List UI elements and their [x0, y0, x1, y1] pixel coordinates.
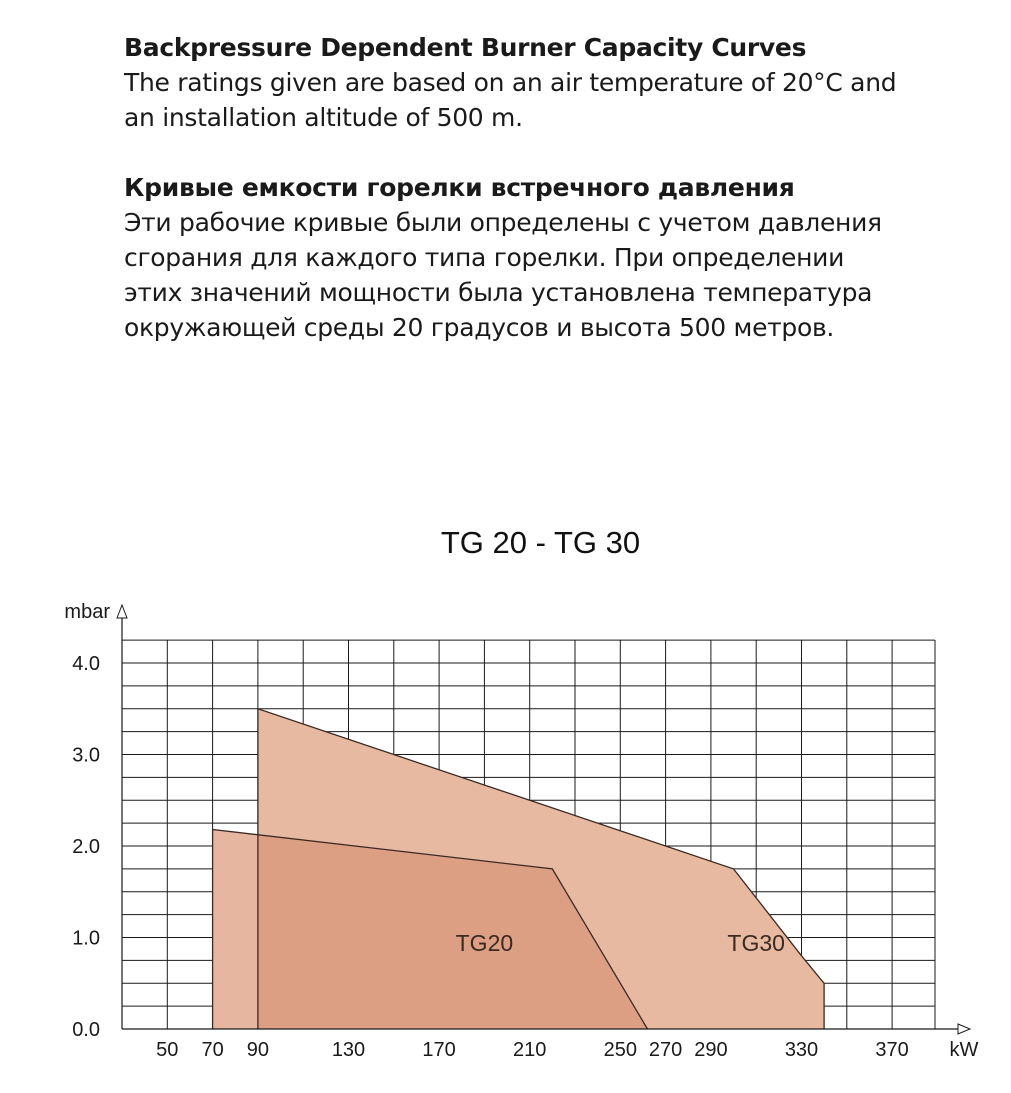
x-tick-label: 90 — [246, 1039, 270, 1061]
x-tick-label: 290 — [694, 1039, 728, 1061]
x-axis-label: kW — [949, 1039, 979, 1061]
english-line-1: The ratings given are based on an air temperature of 20°C and — [124, 68, 897, 97]
x-tick-label: 50 — [156, 1039, 179, 1061]
russian-line-3: этих значений мощности была установлена температура — [124, 278, 873, 307]
english-line-2: an installation altitude of 500 m. — [124, 103, 523, 132]
chart-series — [213, 709, 825, 1029]
x-tick-label: 130 — [331, 1039, 366, 1061]
x-tick-label: 170 — [422, 1039, 456, 1061]
x-tick-label: 70 — [201, 1039, 224, 1061]
russian-line-2: сгорания для каждого типа горелки. При определении — [124, 243, 845, 272]
series-area-tg20-outside — [213, 830, 258, 1030]
chart-title: TG 20 - TG 30 — [440, 525, 641, 560]
y-tick-label: 2.0 — [72, 836, 100, 858]
english-heading: Backpressure Dependent Burner Capacity Curves — [124, 33, 807, 62]
x-tick-label: 370 — [875, 1039, 909, 1061]
y-tick-label: 0.0 — [72, 1019, 100, 1041]
russian-line-1: Эти рабочие кривые были определены с учетом давления — [124, 208, 882, 237]
russian-line-4: окружающей среды 20 градусов и высота 500 метров. — [124, 313, 835, 342]
y-tick-label: 3.0 — [72, 744, 100, 767]
x-tick-label: 210 — [513, 1039, 547, 1061]
x-axis-arrow — [958, 1024, 970, 1034]
russian-heading: Кривые емкости горелки встречного давления — [124, 173, 795, 202]
y-tick-label: 4.0 — [72, 653, 100, 675]
y-axis-label: mbar — [64, 601, 110, 623]
x-tick-label: 270 — [648, 1039, 683, 1061]
x-tick-label: 250 — [603, 1039, 637, 1061]
y-axis-arrow — [117, 605, 127, 618]
series-label-tg30: TG30 — [727, 930, 785, 957]
series-label-tg20: TG20 — [455, 930, 514, 957]
y-tick-label: 1.0 — [72, 927, 100, 950]
x-tick-label: 330 — [784, 1039, 819, 1061]
